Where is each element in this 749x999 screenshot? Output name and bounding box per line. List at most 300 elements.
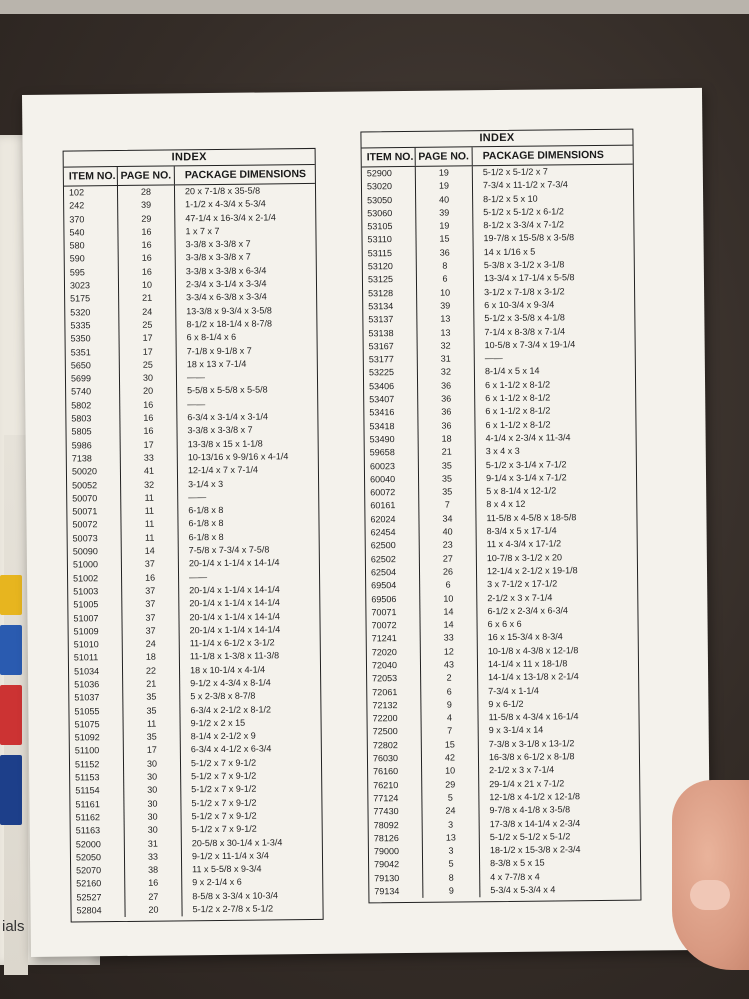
package-dimensions: 6 x 8-1/4 x 6 <box>186 332 237 343</box>
item-number: 51055 <box>74 705 100 717</box>
package-dimensions: 2-1/2 x 3 x 7-1/4 <box>487 591 553 603</box>
package-dimensions: —— <box>189 571 208 582</box>
page-number: 34 <box>442 513 453 524</box>
product-thumbnail-yellow <box>0 575 22 615</box>
item-number: 62504 <box>370 567 397 578</box>
package-dimensions: 11 x 5-5/8 x 9-3/4 <box>192 863 262 875</box>
page-number: 30 <box>147 798 158 809</box>
item-number: 590 <box>69 253 85 264</box>
package-dimensions: 14-1/4 x 13-1/8 x 2-1/4 <box>488 671 579 683</box>
package-dimensions: —— <box>484 353 503 364</box>
page-number: 33 <box>147 851 159 862</box>
page-number: 39 <box>440 300 451 311</box>
package-dimensions: 2-3/4 x 3-1/4 x 3-3/4 <box>185 278 267 290</box>
page-number: 30 <box>147 771 158 782</box>
package-dimensions: 9-1/2 x 11-1/4 x 3/4 <box>191 850 269 862</box>
item-number: 62024 <box>370 513 396 525</box>
package-dimensions: 5-1/2 x 7 x 9-1/2 <box>191 797 257 808</box>
package-dimensions: 5-1/2 x 7 x 9-1/2 <box>191 810 257 822</box>
item-number: 5699 <box>70 373 92 384</box>
page-number: 30 <box>147 824 158 835</box>
item-number: 51153 <box>75 772 100 783</box>
item-number: 72200 <box>372 713 398 724</box>
item-number: 52527 <box>76 891 102 903</box>
index-body <box>362 165 641 899</box>
item-number: 5740 <box>71 386 92 397</box>
package-dimensions: —— <box>186 372 206 383</box>
item-number: 51000 <box>72 559 99 570</box>
page-number: 16 <box>143 425 154 437</box>
item-number: 51002 <box>73 572 99 584</box>
item-number: 51075 <box>74 719 100 730</box>
package-dimensions: 6 x 1-1/2 x 8-1/2 <box>485 419 551 430</box>
package-dimensions: 5-1/2 x 5-1/2 x 7 <box>482 166 548 178</box>
page-number: 7 <box>444 499 450 511</box>
item-number: 79000 <box>373 846 400 857</box>
package-dimensions: 18 x 13 x 7-1/4 <box>186 358 247 370</box>
package-dimensions: 8-3/8 x 5 x 15 <box>490 858 545 869</box>
item-number: 53050 <box>367 194 393 205</box>
page-number: 24 <box>445 805 456 816</box>
page-number: 17 <box>142 332 153 344</box>
package-dimensions: 5-1/2 x 7 x 9-1/2 <box>190 757 257 769</box>
page-number: 16 <box>141 239 152 250</box>
item-number: 51010 <box>73 639 99 650</box>
page-number: 19 <box>439 220 450 231</box>
package-dimensions: 7-3/4 x 1-1/4 <box>488 685 539 696</box>
page-number: 11 <box>144 519 155 530</box>
item-number: 53120 <box>367 261 393 272</box>
package-dimensions: 6-1/2 x 2-3/4 x 6-3/4 <box>487 605 569 616</box>
page-number: 36 <box>439 247 450 258</box>
item-number: 52000 <box>75 838 101 850</box>
index-title: INDEX <box>64 149 315 168</box>
page-number: 23 <box>442 539 453 550</box>
item-number: 52160 <box>76 878 102 889</box>
package-dimensions: 11-5/8 x 4-3/4 x 16-1/4 <box>488 711 579 723</box>
package-dimensions: 5 x 2-3/8 x 8-7/8 <box>190 690 256 702</box>
page-number: 30 <box>147 811 158 822</box>
package-dimensions: 7-1/8 x 9-1/8 x 7 <box>186 345 252 356</box>
page-number: 33 <box>443 632 454 644</box>
thumb-nail <box>690 880 730 910</box>
package-dimensions: 9-7/8 x 4-1/8 x 3-5/8 <box>489 804 571 816</box>
package-dimensions: 13-3/4 x 17-1/4 x 5-5/8 <box>483 272 575 284</box>
item-number: 79042 <box>374 859 400 870</box>
item-number: 53115 <box>367 247 393 259</box>
page-number: 32 <box>144 479 155 490</box>
header-item-no: ITEM NO. <box>64 167 118 186</box>
page-number: 40 <box>442 526 453 537</box>
item-number: 53407 <box>369 394 395 405</box>
item-number: 76160 <box>373 766 399 777</box>
package-dimensions: 11-5/8 x 4-5/8 x 18-5/8 <box>486 511 577 523</box>
item-number: 60072 <box>370 487 396 498</box>
package-dimensions: 9 x 2-1/4 x 6 <box>192 877 242 888</box>
page-number: 24 <box>142 306 153 317</box>
page-number: 35 <box>146 705 157 716</box>
item-number: 78092 <box>373 819 399 830</box>
page-number: 16 <box>141 266 152 277</box>
item-number: 5351 <box>70 346 91 358</box>
page-number: 35 <box>442 486 453 497</box>
page-number: 4 <box>446 712 453 723</box>
package-dimensions: 17-3/8 x 14-1/4 x 2-3/4 <box>489 817 581 829</box>
item-number: 53406 <box>369 380 395 392</box>
page-number: 8 <box>448 872 454 883</box>
item-number: 50071 <box>72 506 98 517</box>
page-number: 3 <box>448 845 454 856</box>
index-table-right <box>360 129 641 904</box>
item-number: 51037 <box>74 692 100 703</box>
item-number: 60040 <box>369 473 396 485</box>
package-dimensions: 10-7/8 x 3-1/2 x 20 <box>486 551 562 563</box>
item-number: 72040 <box>371 660 398 671</box>
package-dimensions: 5-1/2 x 7 x 9-1/2 <box>191 823 257 835</box>
item-number: 540 <box>69 227 85 238</box>
package-dimensions: 3 x 7-1/2 x 17-1/2 <box>487 578 558 590</box>
item-number: 51034 <box>73 665 100 677</box>
page-number: 39 <box>439 207 450 218</box>
package-dimensions: 6-1/8 x 8 <box>188 518 224 529</box>
item-number: 53167 <box>368 340 394 352</box>
index-title: INDEX <box>361 130 632 149</box>
page-number: 29 <box>141 213 152 224</box>
item-number: 59658 <box>369 447 395 458</box>
item-number: 5320 <box>70 306 91 318</box>
page-number: 6 <box>442 273 448 284</box>
package-dimensions: 7-5/8 x 7-3/4 x 7-5/8 <box>188 544 270 556</box>
page-number: 11 <box>144 492 154 503</box>
package-dimensions: 20 x 7-1/8 x 35-5/8 <box>184 185 261 197</box>
page-number: 30 <box>142 372 154 383</box>
item-number: 50070 <box>72 493 98 504</box>
page-number: 40 <box>439 194 450 205</box>
item-number: 50052 <box>72 479 98 491</box>
item-number: 51036 <box>74 679 100 690</box>
page-number: 19 <box>438 167 449 178</box>
package-dimensions: 20-1/4 x 1-1/4 x 14-1/4 <box>188 557 280 569</box>
package-dimensions: 16-3/8 x 6-1/2 x 8-1/8 <box>488 751 575 763</box>
item-number: 62454 <box>370 527 396 538</box>
page-number: 21 <box>142 293 153 304</box>
package-dimensions: 16 x 15-3/4 x 8-3/4 <box>487 631 563 643</box>
page-number: 20 <box>143 386 154 397</box>
page-number: 18 <box>145 652 156 663</box>
package-dimensions: 9-1/2 x 4-3/4 x 8-1/4 <box>190 677 271 689</box>
page-number: 33 <box>143 452 154 463</box>
item-number: 102 <box>68 187 85 198</box>
page-number: 16 <box>141 226 152 237</box>
page-number: 27 <box>442 553 453 564</box>
item-number: 5650 <box>70 360 91 371</box>
index-table-left <box>63 148 324 923</box>
package-dimensions: 20-1/4 x 1-1/4 x 14-1/4 <box>189 597 280 609</box>
page-number: 31 <box>440 353 451 364</box>
package-dimensions: 6-1/8 x 8 <box>188 531 224 542</box>
page-number: 30 <box>146 758 158 769</box>
item-number: 53225 <box>368 367 395 378</box>
item-number: 51011 <box>73 652 99 663</box>
page-number: 6 <box>446 686 452 697</box>
header-page-no: PAGE NO. <box>416 147 473 166</box>
item-number: 79134 <box>374 886 400 897</box>
package-dimensions: 47-1/4 x 16-3/4 x 2-1/4 <box>185 211 276 223</box>
item-number: 79130 <box>374 872 400 884</box>
page-number-column <box>416 166 481 898</box>
page-number: 13 <box>440 313 451 324</box>
package-dimensions: 18-1/2 x 15-3/8 x 2-3/4 <box>489 844 581 856</box>
item-number: 53177 <box>368 354 394 365</box>
package-dimensions: 10-1/8 x 4-3/8 x 12-1/8 <box>487 644 579 656</box>
page-number: 3 <box>448 819 454 830</box>
page-number: 5 <box>448 858 454 870</box>
page-number: 28 <box>140 186 152 197</box>
package-dimensions: 20-5/8 x 30-1/4 x 1-3/4 <box>191 836 283 848</box>
item-number: 50073 <box>72 532 98 544</box>
item-number-column <box>64 186 126 918</box>
page-number: 24 <box>145 638 156 649</box>
package-dimensions: 6 x 1-1/2 x 8-1/2 <box>485 392 551 404</box>
item-number: 52804 <box>76 905 102 916</box>
page-number: 32 <box>440 366 451 378</box>
page-number: 19 <box>438 180 450 191</box>
item-number: 77124 <box>373 793 399 804</box>
product-thumbnail-blue <box>0 625 22 675</box>
package-dimensions: 10-13/16 x 9-9/16 x 4-1/4 <box>187 451 289 463</box>
header-page-no: PAGE NO. <box>118 166 175 185</box>
package-dimensions: 7-1/4 x 8-3/8 x 7-1/4 <box>484 325 566 337</box>
item-number: 53110 <box>367 234 392 245</box>
package-dimensions: 9 x 3-1/4 x 14 <box>488 725 544 736</box>
package-dimensions: 8-1/4 x 5 x 14 <box>484 366 540 377</box>
package-dimensions: 6 x 10-3/4 x 9-3/4 <box>484 299 555 311</box>
item-number: 51162 <box>75 812 100 823</box>
item-number: 5805 <box>71 426 92 437</box>
package-dimensions: 8-1/2 x 5 x 10 <box>483 193 538 204</box>
item-number: 76030 <box>372 753 399 764</box>
page-number: 21 <box>441 446 452 457</box>
page-number: 14 <box>443 619 454 630</box>
item-number: 72020 <box>371 646 397 658</box>
item-number: 51161 <box>75 798 100 810</box>
item-number: 370 <box>69 213 85 225</box>
item-number: 72132 <box>372 699 398 711</box>
page-number: 17 <box>142 346 153 357</box>
page-number: 10 <box>440 287 451 298</box>
item-number: 62502 <box>370 553 396 564</box>
page-number: 35 <box>146 731 157 742</box>
package-dimensions: 5-1/2 x 5-1/2 x 6-1/2 <box>483 206 564 218</box>
item-number: 580 <box>69 240 85 251</box>
item-number: 50072 <box>72 519 98 530</box>
package-dimensions: 6-1/8 x 8 <box>188 505 224 516</box>
page-number: 20 <box>148 904 159 915</box>
header-item-no: ITEM NO. <box>362 148 416 167</box>
item-number: 53105 <box>367 221 393 232</box>
page-number: 6 <box>445 579 451 590</box>
page-number: 29 <box>445 779 456 790</box>
package-dimensions: 10-5/8 x 7-3/4 x 19-1/4 <box>484 339 576 351</box>
page-number: 18 <box>441 433 452 444</box>
item-number: 51092 <box>74 732 100 743</box>
item-number: 77430 <box>373 806 399 817</box>
item-number: 50090 <box>72 546 98 557</box>
package-dimensions: 8-1/2 x 18-1/4 x 8-7/8 <box>186 318 273 330</box>
dimensions-column <box>473 165 641 898</box>
item-number: 51005 <box>73 599 99 610</box>
package-dimensions: 6 x 6 x 6 <box>487 618 522 630</box>
page-number: 39 <box>141 199 152 211</box>
item-number: 5803 <box>71 413 92 424</box>
item-number: 70071 <box>371 606 397 618</box>
package-dimensions: 19-7/8 x 15-5/8 x 3-5/8 <box>483 232 575 244</box>
item-number: 71241 <box>371 633 397 644</box>
page-number: 26 <box>442 566 454 577</box>
page-number: 15 <box>439 234 450 245</box>
page-number: 13 <box>445 832 456 843</box>
page-number: 9 <box>446 699 452 710</box>
page-fold-text: ials <box>2 918 25 935</box>
page-number: 11 <box>144 505 155 516</box>
item-number: 5335 <box>70 320 91 331</box>
package-dimensions: 3-3/8 x 3-3/8 x 7 <box>187 424 253 436</box>
package-dimensions: 7-3/8 x 3-1/8 x 13-1/2 <box>488 738 575 749</box>
package-dimensions: 3-3/4 x 6-3/8 x 3-3/4 <box>186 291 267 303</box>
package-dimensions: 8-1/2 x 3-3/4 x 7-1/2 <box>483 219 564 231</box>
page-number: 43 <box>443 659 455 670</box>
package-dimensions: 3 x 4 x 3 <box>485 446 520 457</box>
dimensions-column <box>175 184 323 917</box>
item-number: 5802 <box>71 400 92 411</box>
page-number: 37 <box>145 598 156 609</box>
item-number: 51154 <box>75 785 100 796</box>
item-number: 51003 <box>73 586 99 597</box>
page-number: 22 <box>145 665 157 676</box>
item-number: 69504 <box>371 580 397 591</box>
index-page <box>22 88 711 957</box>
package-dimensions: 3-3/8 x 3-3/8 x 6-3/4 <box>185 265 267 277</box>
package-dimensions: 3-3/8 x 3-3/8 x 7 <box>185 252 251 263</box>
package-dimensions: 8 x 4 x 12 <box>486 499 526 510</box>
package-dimensions: 9-1/4 x 3-1/4 x 7-1/2 <box>485 472 567 483</box>
page-number: 38 <box>148 864 159 875</box>
package-dimensions: 8-5/8 x 3-3/4 x 10-3/4 <box>192 890 279 901</box>
page-number: 30 <box>147 784 158 796</box>
package-dimensions: 12-1/8 x 4-1/2 x 12-1/8 <box>489 791 580 803</box>
item-number: 53134 <box>368 301 394 312</box>
page-number: 37 <box>144 558 155 570</box>
page-number: 37 <box>145 612 156 623</box>
page-number: 41 <box>143 465 154 476</box>
package-dimensions: 9 x 6-1/2 <box>488 698 524 710</box>
package-dimensions: 11-1/8 x 1-3/8 x 11-3/8 <box>189 650 280 662</box>
package-dimensions: 1 x 7 x 7 <box>185 225 220 237</box>
page-number: 35 <box>441 473 453 484</box>
page-number: 5 <box>447 792 453 803</box>
package-dimensions: 13-3/8 x 15 x 1-1/8 <box>187 438 263 449</box>
package-dimensions: 20-1/4 x 1-1/4 x 14-1/4 <box>189 624 281 636</box>
item-number: 53060 <box>367 208 393 219</box>
package-dimensions: 6-3/4 x 3-1/4 x 3-1/4 <box>187 411 268 423</box>
page-number: 11 <box>144 532 155 543</box>
package-dimensions: 12-1/4 x 7 x 7-1/4 <box>187 464 259 476</box>
package-dimensions: 8-1/4 x 2-1/2 x 9 <box>190 730 256 742</box>
item-number: 53490 <box>369 434 395 445</box>
header-package-dimensions: PACKAGE DIMENSIONS <box>482 148 604 163</box>
item-number: 50020 <box>71 466 98 477</box>
item-number: 51007 <box>73 612 99 623</box>
package-dimensions: 29-1/4 x 21 x 7-1/2 <box>489 778 565 789</box>
package-dimensions: 11 x 4-3/4 x 17-1/2 <box>486 538 562 550</box>
item-number: 52050 <box>75 852 102 863</box>
package-dimensions: —— <box>188 491 207 503</box>
page-number: 36 <box>441 393 452 404</box>
package-dimensions: 1-1/2 x 4-3/4 x 5-3/4 <box>185 198 266 210</box>
page-number: 42 <box>444 752 456 763</box>
page-number: 36 <box>441 406 452 417</box>
page-number: 16 <box>148 878 159 889</box>
page-number: 16 <box>143 412 154 423</box>
page-number: 21 <box>146 678 157 689</box>
package-dimensions: 11-1/4 x 6-1/2 x 3-1/2 <box>189 637 275 649</box>
item-number: 51152 <box>74 758 100 770</box>
package-dimensions: 6 x 1-1/2 x 8-1/2 <box>485 405 551 417</box>
page-number: 31 <box>147 838 158 849</box>
page-number: 35 <box>441 460 452 471</box>
package-dimensions: 3-1/4 x 3 <box>188 478 224 489</box>
page-number: 36 <box>440 380 452 391</box>
package-dimensions: 5-1/2 x 2-7/8 x 5-1/2 <box>192 903 274 915</box>
item-number: 53020 <box>366 181 393 192</box>
item-number: 3023 <box>69 280 91 291</box>
page-number: 35 <box>146 691 157 703</box>
item-number: 52900 <box>366 168 392 179</box>
item-number: 78126 <box>373 832 399 844</box>
item-number: 53128 <box>368 287 394 299</box>
page-number: 16 <box>141 253 152 264</box>
package-dimensions: 3-3/8 x 3-3/8 x 7 <box>185 238 251 250</box>
item-number: 51100 <box>74 745 100 756</box>
product-thumbnail-navy <box>0 755 22 825</box>
page-number: 15 <box>444 739 455 750</box>
package-dimensions: 5-3/8 x 3-1/2 x 3-1/8 <box>483 259 565 271</box>
page-number: 10 <box>443 593 454 604</box>
item-number: 72061 <box>372 686 398 697</box>
page-number: 16 <box>144 572 156 583</box>
index-body <box>64 184 323 918</box>
page-number: 32 <box>440 340 451 351</box>
package-dimensions: 6-3/4 x 2-1/2 x 8-1/2 <box>190 704 272 715</box>
page-number-column <box>118 185 183 917</box>
page-number: 10 <box>141 279 153 290</box>
page-number: 2 <box>446 672 452 683</box>
page-number: 11 <box>146 718 157 729</box>
item-number: 5175 <box>70 293 91 304</box>
package-dimensions: 13-3/8 x 9-3/4 x 3-5/8 <box>186 305 272 316</box>
item-number: 60023 <box>369 460 395 471</box>
page-number: 12 <box>443 646 454 657</box>
page-number: 8 <box>442 260 448 271</box>
package-dimensions: 7-3/4 x 11-1/2 x 7-3/4 <box>482 179 568 191</box>
package-dimensions: 14-1/4 x 11 x 18-1/8 <box>487 658 568 670</box>
item-number: 52070 <box>76 865 102 876</box>
page-number: 27 <box>148 891 159 902</box>
page-number: 9 <box>448 885 454 896</box>
page-number: 16 <box>143 399 154 410</box>
item-number: 51163 <box>75 825 101 836</box>
package-dimensions: 6 x 1-1/2 x 8-1/2 <box>485 379 551 390</box>
